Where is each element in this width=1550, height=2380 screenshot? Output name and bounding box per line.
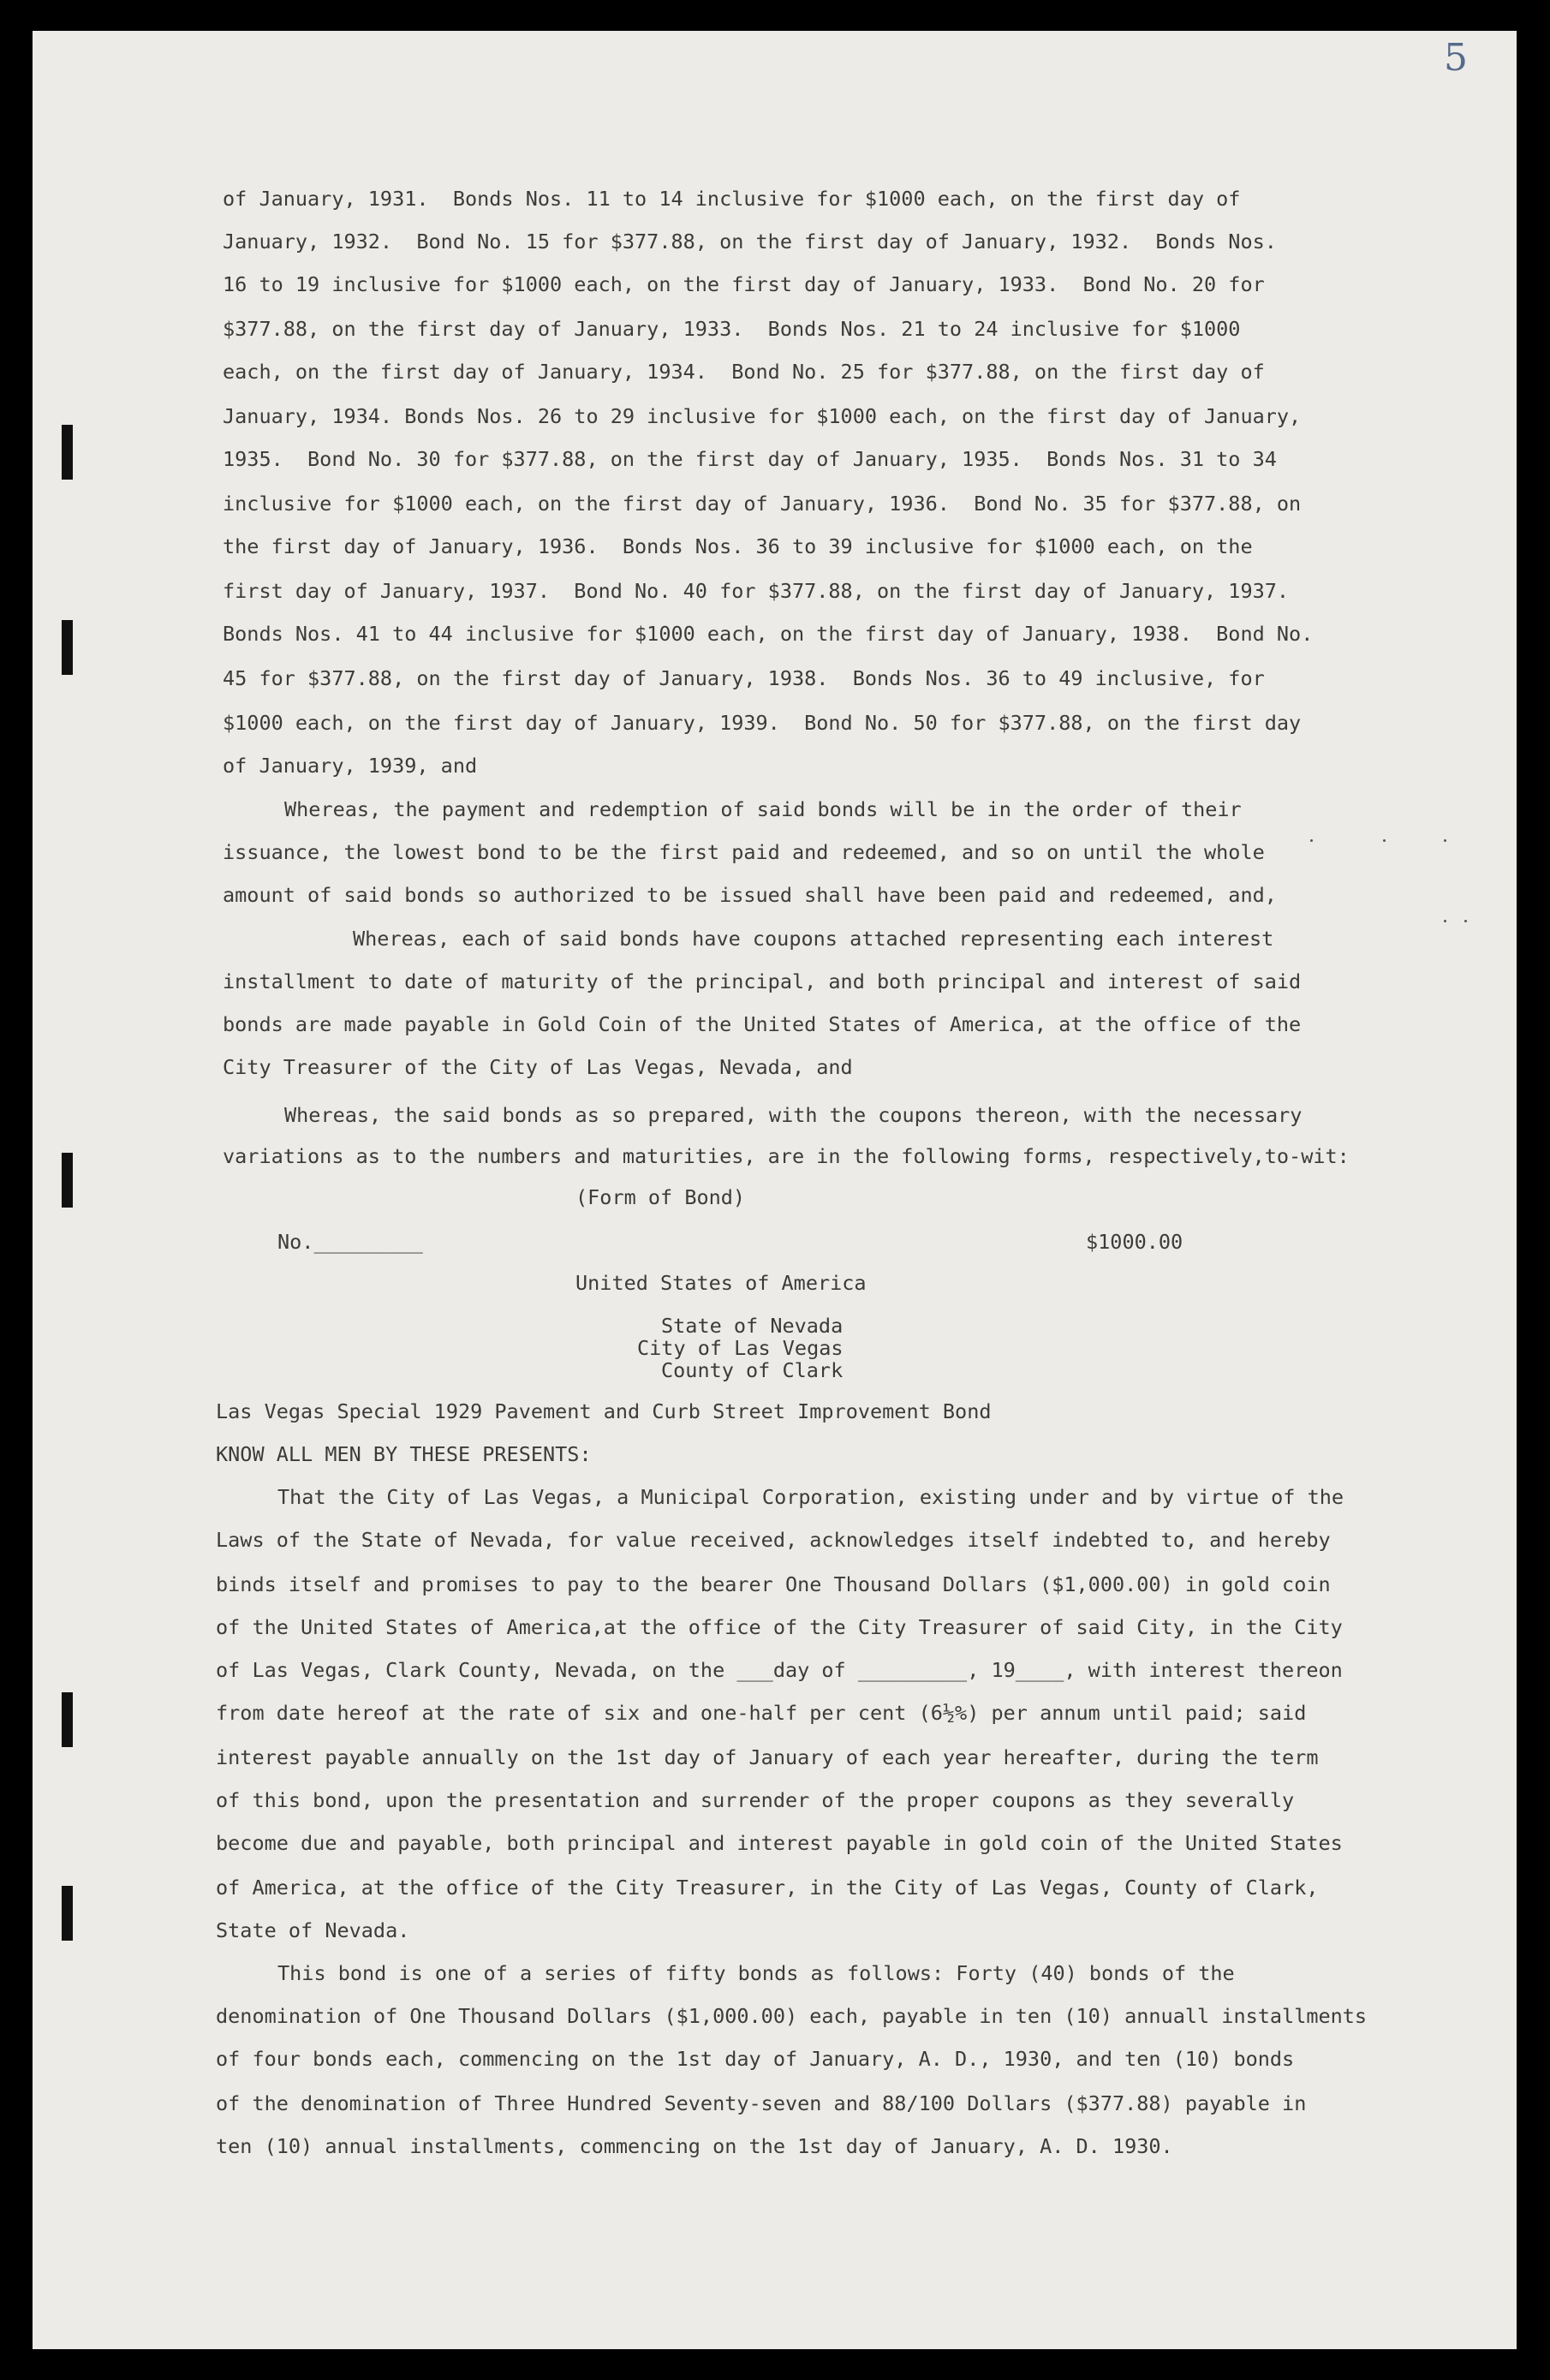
text-line: Whereas, each of said bonds have coupons attached representing each interest bbox=[353, 927, 1274, 951]
text-line: of the United States of America,at the office of the City Treasurer of said City, in the City bbox=[216, 1615, 1343, 1639]
text-line: of four bonds each, commencing on the 1st day of January, A. D., 1930, and ten (10) bonds bbox=[216, 2047, 1295, 2071]
text-line: first day of January, 1937. Bond No. 40 for $377.88, on the first day of January, 1937. bbox=[223, 579, 1290, 603]
speck bbox=[1444, 839, 1446, 842]
text-line: That the City of Las Vegas, a Municipal Corporation, existing under and by virtue of the bbox=[277, 1485, 1344, 1509]
text-line: of January, 1939, and bbox=[223, 754, 478, 778]
text-line: of this bond, upon the presentation and surrender of the proper coupons as they severally bbox=[216, 1788, 1295, 1812]
text-line: January, 1934. Bonds Nos. 26 to 29 inclusive for $1000 each, on the first day of January, bbox=[223, 404, 1302, 428]
binder-hole bbox=[62, 1692, 73, 1747]
text-line: become due and payable, both principal and interest payable in gold coin of the United States bbox=[216, 1831, 1343, 1855]
text-line: $1000.00 bbox=[1086, 1230, 1183, 1254]
text-line: 45 for $377.88, on the first day of January, 1938. Bonds Nos. 36 to 49 inclusive, for bbox=[223, 666, 1265, 690]
speck bbox=[1464, 920, 1467, 922]
text-line: of January, 1931. Bonds Nos. 11 to 14 inclusive for $1000 each, on the first day of bbox=[223, 187, 1241, 211]
speck bbox=[1383, 839, 1386, 842]
text-line: State of Nevada. bbox=[216, 1918, 410, 1942]
text-line: KNOW ALL MEN BY THESE PRESENTS: bbox=[216, 1442, 592, 1466]
binder-hole bbox=[62, 1153, 73, 1208]
binder-hole bbox=[62, 1886, 73, 1941]
text-line: denomination of One Thousand Dollars ($1,000.00) each, payable in ten (10) annuall installments bbox=[216, 2004, 1368, 2028]
text-line: $377.88, on the first day of January, 1933. Bonds Nos. 21 to 24 inclusive for $1000 bbox=[223, 317, 1241, 341]
text-line: (Form of Bond) bbox=[575, 1185, 746, 1209]
text-line: interest payable annually on the 1st day of January of each year hereafter, during the term bbox=[216, 1745, 1319, 1769]
text-line: Bonds Nos. 41 to 44 inclusive for $1000 each, on the first day of January, 1938. Bond No. bbox=[223, 622, 1314, 646]
text-line: of the denomination of Three Hundred Seventy-seven and 88/100 Dollars ($377.88) payable in bbox=[216, 2091, 1307, 2115]
text-line: issuance, the lowest bond to be the first paid and redeemed, and so on until the whole bbox=[223, 840, 1265, 864]
text-line: This bond is one of a series of fifty bonds as follows: Forty (40) bonds of the bbox=[277, 1961, 1235, 1985]
text-line: County of Clark bbox=[661, 1358, 844, 1382]
document-page bbox=[33, 31, 1517, 2349]
text-line: City Treasurer of the City of Las Vegas, Nevada, and bbox=[223, 1055, 853, 1079]
text-line: variations as to the numbers and maturities, are in the following forms, respectively,to-wit: bbox=[223, 1144, 1350, 1168]
speck bbox=[1444, 920, 1446, 922]
page-number: 5 bbox=[1444, 36, 1468, 80]
text-line: of Las Vegas, Clark County, Nevada, on the ___day of _________, 19____, with interest thereon bbox=[216, 1658, 1343, 1682]
text-line: 1935. Bond No. 30 for $377.88, on the first day of January, 1935. Bonds Nos. 31 to 34 bbox=[223, 447, 1277, 471]
text-line: No._________ bbox=[277, 1230, 423, 1254]
binder-hole bbox=[62, 620, 73, 675]
text-line: bonds are made payable in Gold Coin of the United States of America, at the office of the bbox=[223, 1012, 1302, 1036]
text-line: Whereas, the payment and redemption of said bonds will be in the order of their bbox=[284, 797, 1242, 821]
text-line: each, on the first day of January, 1934. Bond No. 25 for $377.88, on the first day of bbox=[223, 360, 1265, 384]
text-line: Laws of the State of Nevada, for value received, acknowledges itself indebted to, and hereby bbox=[216, 1528, 1331, 1552]
text-line: Las Vegas Special 1929 Pavement and Curb Street Improvement Bond bbox=[216, 1399, 992, 1423]
text-line: January, 1932. Bond No. 15 for $377.88, on the first day of January, 1932. Bonds Nos. bbox=[223, 230, 1277, 254]
text-line: installment to date of maturity of the principal, and both principal and interest of said bbox=[223, 969, 1302, 993]
text-line: amount of said bonds so authorized to be issued shall have been paid and redeemed, and, bbox=[223, 883, 1277, 907]
text-line: of America, at the office of the City Treasurer, in the City of Las Vegas, County of Clark, bbox=[216, 1876, 1319, 1900]
text-line: State of Nevada bbox=[661, 1314, 844, 1338]
speck bbox=[1310, 839, 1313, 842]
text-line: City of Las Vegas bbox=[637, 1336, 844, 1360]
text-line: $1000 each, on the first day of January, 1939. Bond No. 50 for $377.88, on the first day bbox=[223, 711, 1302, 735]
text-line: ten (10) annual installments, commencing on the 1st day of January, A. D. 1930. bbox=[216, 2134, 1173, 2158]
text-line: 16 to 19 inclusive for $1000 each, on the first day of January, 1933. Bond No. 20 for bbox=[223, 272, 1265, 296]
text-line: inclusive for $1000 each, on the first day of January, 1936. Bond No. 35 for $377.88, on bbox=[223, 492, 1302, 516]
binder-hole bbox=[62, 425, 73, 480]
text-line: Whereas, the said bonds as so prepared, with the coupons thereon, with the necessary bbox=[284, 1103, 1303, 1127]
text-line: the first day of January, 1936. Bonds Nos. 36 to 39 inclusive for $1000 each, on the bbox=[223, 534, 1253, 558]
text-line: United States of America bbox=[575, 1271, 867, 1295]
text-line: binds itself and promises to pay to the bearer One Thousand Dollars ($1,000.00) in gold coin bbox=[216, 1572, 1331, 1596]
text-line: from date hereof at the rate of six and one-half per cent (6½%) per annum until paid; said bbox=[216, 1701, 1307, 1725]
